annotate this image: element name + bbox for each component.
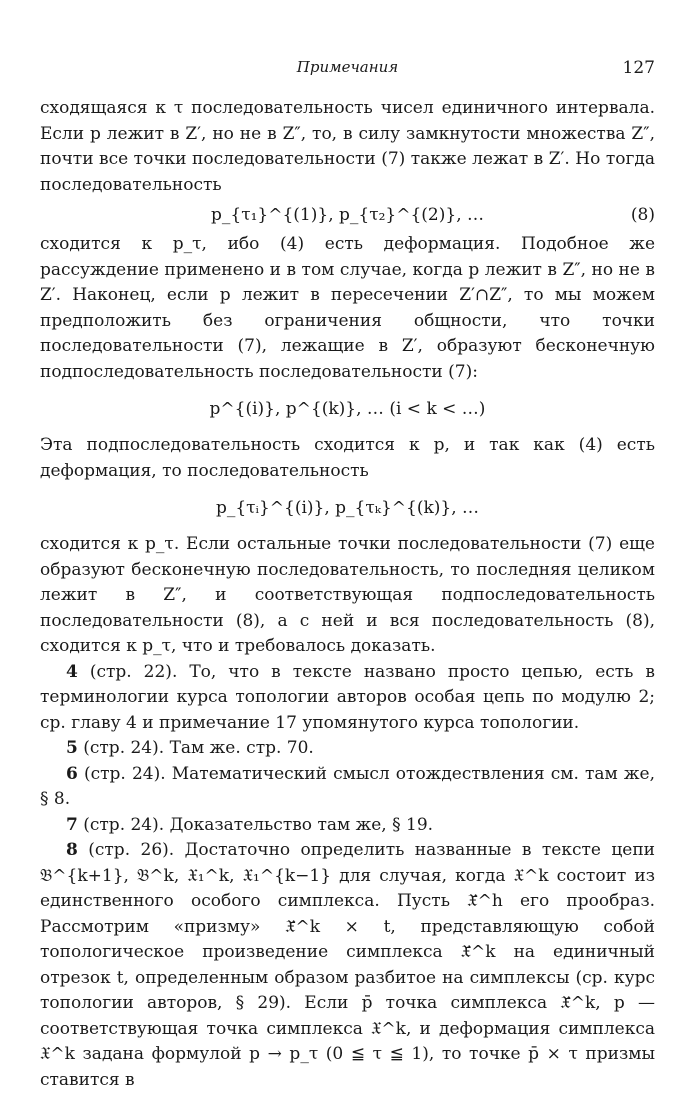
note-7-text: (стр. 24). Доказательство там же, § 19.: [77, 814, 434, 835]
note-6-text: (стр. 24). Математический смысл отождествления см. там же, § 8.: [40, 763, 655, 809]
note-6: [40, 762, 655, 813]
note-7: [40, 813, 655, 839]
note-5: [40, 736, 655, 762]
note-8-text: (стр. 26). Достаточно определить названные в тексте цепи 𝔅^{k+1}, 𝔅^k, 𝔛₁^k, 𝔛₁^{k−1} для случая, когда 𝔛^k состоит из единственного особого симплекса. Пусть 𝔛̄^h его прообраз. Рассмотрим «призму» 𝔛̄^k × t, представляющую собой топологическое произведение симплекса 𝔛̄^k на единичный отрезок t, определенным образом разбитое на симплексы (ср. курс топологии авторов, § 29). Если p̄ точка симплекса 𝔛̄^k, p — соответствующая точка симплекса 𝔛^k, и деформация симплекса 𝔛^k задана формулой p → p_τ (0 ≦ τ ≦ 1), то точке p̄ × τ призмы ставится в: [40, 840, 655, 1090]
running-title: Примечания: [296, 58, 399, 76]
formula-subsequence-expression: p^{(i)}, p^{(k)}, … (i < k < …): [209, 399, 486, 419]
page-body: [40, 96, 655, 1093]
note-8: [40, 838, 655, 1093]
paragraph-1: сходящаяся к τ последовательность чисел единичного интервала. Если p лежит в Z′, но не в Z″, то, в силу замкнутости множества Z″, почти все точки последовательности (7) также лежат в Z′. Но тогда последовательность: [40, 98, 655, 195]
page-header: [40, 58, 655, 82]
page-number: 127: [622, 58, 655, 78]
note-5-text: (стр. 24). Там же. стр. 70.: [77, 738, 314, 758]
note-4-text: (стр. 22). То, что в тексте названо просто цепью, есть в терминологии курса топологии авторов особая цепь по модулю 2; ср. главу 4 и примечание 17 упомянутого курса топологии.: [40, 661, 655, 733]
note-4: [40, 660, 655, 737]
note-8-number: 8: [66, 840, 78, 860]
paragraph-3: Эта подпоследовательность сходится к p, и так как (4) есть деформация, то последовательность: [40, 435, 655, 481]
formula-8: [40, 200, 655, 230]
formula-tau-sequence-expression: p_{τᵢ}^{(i)}, p_{τₖ}^{(k)}, …: [215, 498, 480, 518]
formula-subsequence: [40, 387, 655, 431]
note-7-number: 7: [66, 814, 78, 835]
paragraph-4: сходится к p_τ. Если остальные точки последовательности (7) еще образуют бесконечную последовательность, то последняя целиком лежит в Z″, и соответствующая подпоследовательность последовательности (8), а с ней и вся последовательность (8), сходится к p_τ, что и требовалось доказать.: [40, 534, 655, 656]
formula-tau-sequence: [40, 486, 655, 530]
note-6-number: 6: [66, 763, 78, 784]
note-5-number: 5: [66, 738, 78, 758]
equation-number: (8): [630, 205, 655, 225]
paragraph-2: сходится к p_τ, ибо (4) есть деформация. Подобное же рассуждение применено и в том случае, когда p лежит в Z″, но не в Z′. Наконец, если p лежит в пересечении Z′∩Z″, то мы можем предположить без ограничения общности, что точки последовательности (7), лежащие в Z′, образуют бесконечную подпоследовательность последовательности (7):: [40, 234, 655, 382]
note-4-number: 4: [66, 661, 78, 682]
formula-8-expression: p_{τ₁}^{(1)}, p_{τ₂}^{(2)}, …: [211, 205, 484, 225]
